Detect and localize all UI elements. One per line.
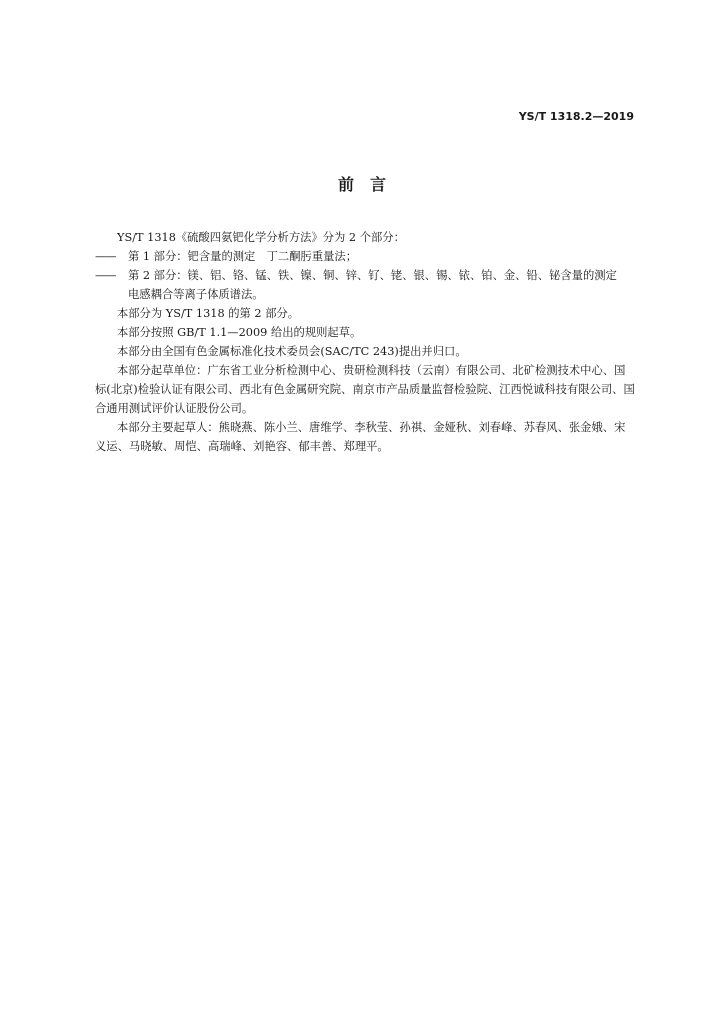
drafting-units-paragraph: 本部分起草单位：广东省工业分析检测中心、贵研检测科技（云南）有限公司、北矿检测技术中心、国标(北京)检验认证有限公司、西北有色金属研究院、南京市产品质量监督检验院、江西悦诚科技有限公司、国合通用测试评价认证股份公司。 [95,364,635,415]
document-body [95,228,635,456]
page-title: 前 言 [337,175,386,194]
list-item-part-2 [95,266,635,304]
list-item-text: 第 1 部分：钯含量的测定 丁二酮肟重量法； [128,250,358,263]
list-item-part-1 [95,247,635,266]
drafting-rule-paragraph: 本部分按照 GB/T 1.1—2009 给出的规则起草。 [117,326,362,339]
part-statement-paragraph: 本部分为 YS/T 1318 的第 2 部分。 [117,307,300,320]
proposer-paragraph: 本部分由全国有色金属标准化技术委员会(SAC/TC 243)提出并归口。 [117,345,467,358]
intro-paragraph: YS/T 1318《硫酸四氨钯化学分析方法》分为 2 个部分： [117,231,405,244]
drafters-paragraph: 本部分主要起草人：熊晓燕、陈小兰、唐维学、李秋莹、孙祺、金娅秋、刘春峰、苏春风、张金娥、宋义运、马晓敏、周恺、高瑞峰、刘艳容、郁丰善、郑理平。 [95,421,626,453]
standard-code: YS/T 1318.2—2019 [518,110,634,123]
list-dash: —— [95,250,116,263]
list-item-text: 第 2 部分：镁、铝、铬、锰、铁、镍、铜、锌、钌、铑、银、锡、铱、铂、金、铅、铋含量的测定 电感耦合等离子体质谱法。 [128,269,629,301]
list-dash: —— [95,269,116,282]
